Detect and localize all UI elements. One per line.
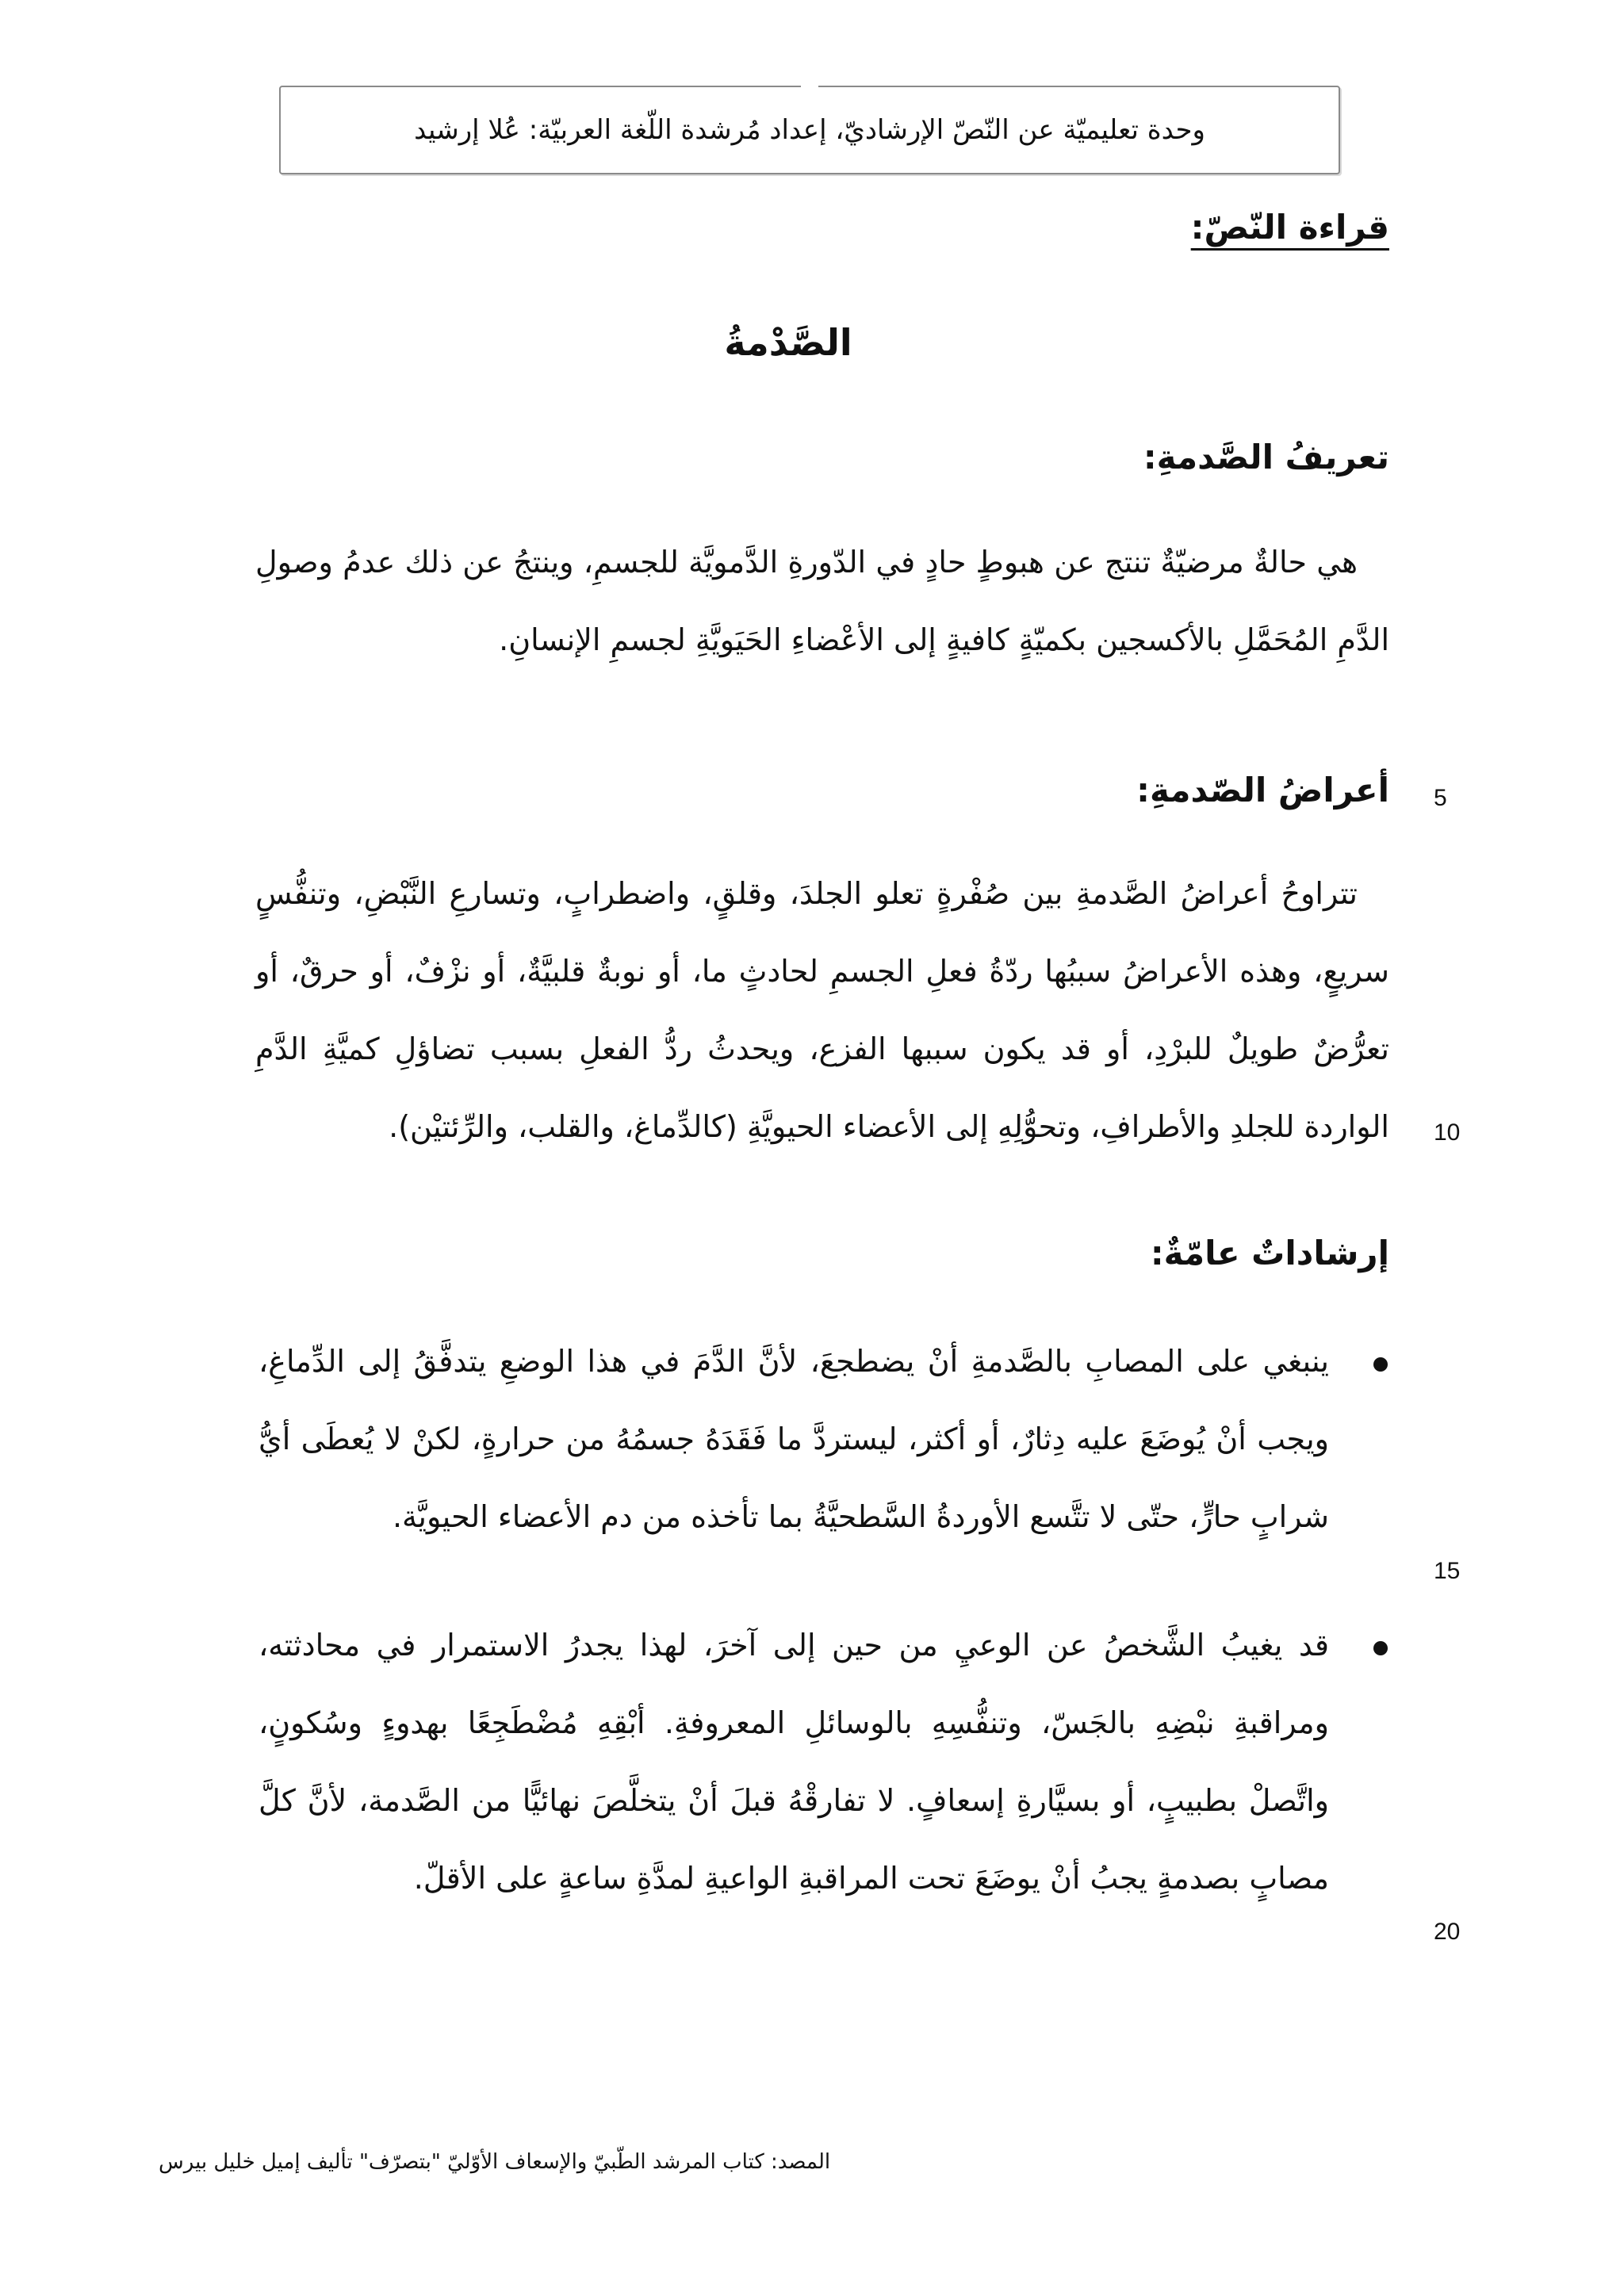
bullet-dot — [1373, 1357, 1388, 1372]
source-footnote: المصد: كتاب المرشد الطّبيّ والإسعاف الأوّليّ "بتصرّف" تأليف إميل خليل بيرس — [159, 2150, 831, 2174]
guideline-item-1: ينبغي على المصابِ بالصَّدمةِ أنْ يضطجعَ، لأنَّ الدَّمَ في هذا الوضعِ يتدفَّقُ إلى الدِّماغِ، ويجب أنْ يُوضَعَ عليه دِثارٌ، أو أكثر، ليستردَّ ما فَقَدَهُ جسمُهُ من حرارةٍ، لكنْ لا يُعطَى أيُّ شرابٍ حارٍّ، حتّى لا تتَّسع الأوردةُ السَّطحيَّةُ بما تأخذه من دم الأعضاء الحيويَّة. — [259, 1344, 1329, 1534]
line-number-15: 15 — [1434, 1558, 1461, 1584]
main-title: الصَّدْمةُ — [724, 321, 852, 364]
guideline-item-2: قد يغيبُ الشَّخصُ عن الوعيِ من حين إلى آخرَ، لهذا يجدرُ الاستمرار في محادثته، ومراقبةِ نبْضِهِ بالجَسّ، وتنفُّسِهِ بالوسائلِ المعروفةِ. أبْقِهِ مُضْطَجِعًا بهدوءٍ وسُكونٍ، واتَّصلْ بطبيبٍ، أو بسيَّارةِ إسعافٍ. لا تفارقْهُ قبلَ أنْ يتخلَّصَ نهائيًّا من الصَّدمة، لأنَّ كلَّ مصابٍ بصدمةٍ يجبُ أنْ يوضَعَ تحت المراقبةِ الواعيةِ لمدَّةِ ساعةٍ على الأقلّ. — [259, 1628, 1329, 1896]
symptoms-heading: أعراضُ الصّدمةِ: — [1136, 771, 1389, 809]
definition-paragraph: هي حالةٌ مرضيّةٌ تنتج عن هبوطٍ حادٍ في الدّورةِ الدَّمويَّة للجسمِ، وينتجُ عن ذلك عدمُ وصولِ الدَّمِ المُحَمَّلِ بالأكسجين بكميّةٍ كافيةٍ إلى الأعْضاءِ الحَيَويَّةِ لجسمِ الإنسانِ. — [255, 545, 1389, 657]
bullet-dot — [1373, 1641, 1388, 1655]
section-heading: قراءة النّصّ: — [1190, 208, 1389, 247]
header-text: وحدة تعليميّة عن النّصّ الإرشاديّ، إعداد مُرشدة اللّغة العربيّة: عُلا إرشيد — [414, 114, 1205, 146]
symptoms-paragraph: تتراوحُ أعراضُ الصَّدمةِ بين صُفْرةٍ تعلو الجلدَ، وقلقٍ، واضطرابٍ، وتسارعِ النَّبْضِ، وتنفُّسٍ سريعٍ، وهذه الأعراضُ سببُها ردّةُ فعلِ الجسمِ لحادثٍ ما، أو نوبةٌ قلبيَّةٌ، أو نزْفٌ، أو حرقٌ، أو تعرُّضٌ طويلٌ للبرْدِ، أو قد يكون سببها الفزع، ويحدثُ ردُّ الفعلِ بسبب تضاؤلِ كميَّةِ الدَّمِ الواردة للجلدِ والأطرافِ، وتحوُّلِهِ إلى الأعضاء الحيويَّةِ (كالدِّماغ، والقلب، والرِّئتيْن). — [255, 876, 1389, 1144]
line-number-20: 20 — [1434, 1919, 1461, 1945]
guidelines-heading: إرشاداتٌ عامّةٌ: — [1150, 1234, 1389, 1272]
line-number-10: 10 — [1434, 1119, 1461, 1146]
header-box — [279, 86, 1340, 174]
definition-heading: تعريفُ الصَّدمةِ: — [1143, 438, 1389, 476]
line-number-5: 5 — [1434, 785, 1447, 811]
